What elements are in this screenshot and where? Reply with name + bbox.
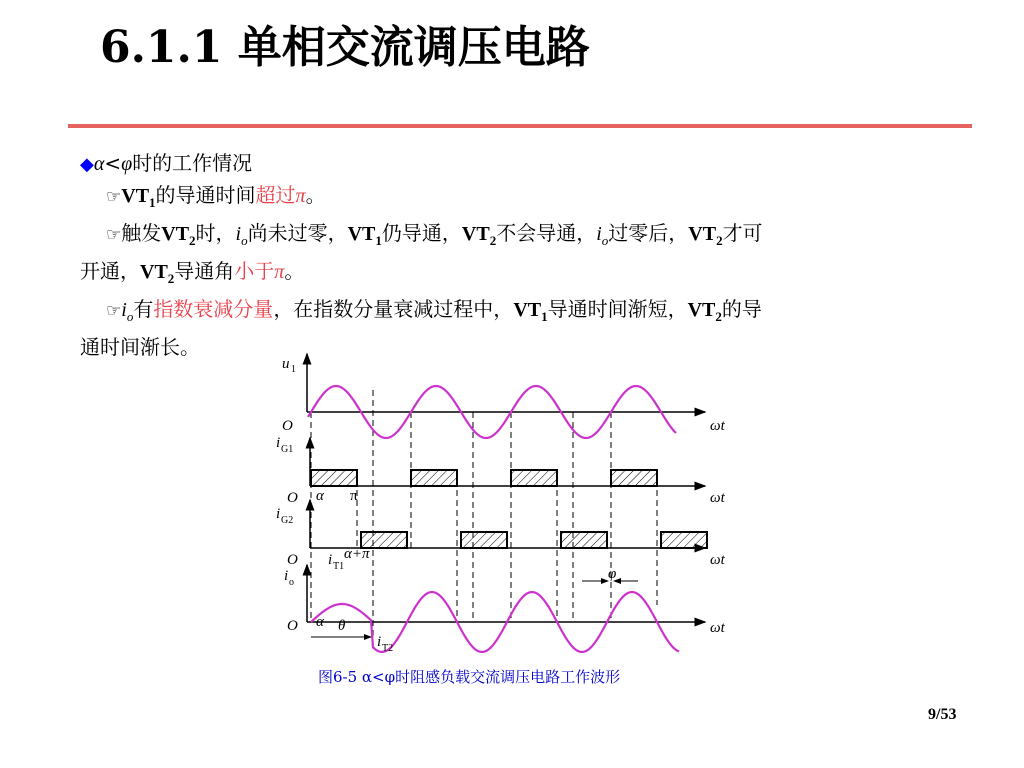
io-sub: o	[289, 577, 294, 588]
wt-label: ωt	[710, 490, 725, 506]
it1-label: i	[328, 552, 333, 568]
waveform-figure	[270, 350, 740, 655]
wt-label: ωt	[710, 418, 725, 434]
gate-pulse	[661, 532, 707, 548]
ig2-pulses	[361, 532, 707, 548]
list-item-continuation: 开通，$VT_2$导通角小于π。	[80, 259, 305, 286]
wt-label: ωt	[710, 552, 725, 568]
page-number: 9/53	[928, 706, 957, 723]
gate-pulse	[311, 470, 357, 486]
gate-pulse	[611, 470, 657, 486]
pointing-hand-icon: ☞	[106, 225, 122, 245]
ig1-pulses	[311, 470, 657, 486]
pointing-hand-icon: ☞	[106, 301, 122, 321]
wt-label: ωt	[710, 620, 725, 636]
gate-pulse	[561, 532, 607, 548]
ig1-sub: G1	[281, 444, 294, 455]
ig1-label: i	[276, 435, 281, 451]
ig2-sub: G2	[281, 515, 294, 526]
pointing-hand-icon: ☞	[106, 187, 122, 207]
pi-label: π	[350, 488, 358, 504]
origin-label: O	[287, 552, 298, 568]
origin-label: O	[287, 618, 298, 634]
list-item-continuation: 通时间渐长。	[80, 335, 200, 359]
dashed-guides	[311, 390, 657, 640]
title-divider	[68, 124, 972, 128]
u1-label: u	[282, 356, 290, 372]
slide-content	[80, 148, 960, 362]
it2-sub: T2	[382, 643, 394, 654]
origin-label: O	[282, 418, 293, 434]
it1-sub: T1	[333, 561, 345, 572]
list-item: $☞VT_1$的导通时间超过π。	[106, 183, 326, 210]
bullet-heading: ◆α<φ时的工作情况	[80, 151, 253, 175]
alpha-plus-pi-label: α+π	[344, 546, 370, 562]
alpha-label: α	[316, 614, 324, 630]
gate-pulse	[511, 470, 557, 486]
io-label: i	[284, 568, 289, 584]
diamond-bullet-icon: ◆	[80, 154, 94, 175]
figure-caption: 图6-5 α<φ时阻感负载交流调压电路工作波形	[318, 668, 621, 686]
ig2-label: i	[276, 506, 281, 522]
page-title: 6.1.1 单相交流调压电路	[100, 22, 590, 73]
alpha-label: α	[316, 488, 324, 504]
u1-sub: 1	[291, 364, 296, 375]
list-item: ☞触发$VT_2$时，$i_o$尚未过零，$VT_1$仍导通，$VT_2$不会导通，$i_o$过零后，$VT_2$才可	[106, 221, 763, 248]
origin-label: O	[287, 490, 298, 506]
it2-label: i	[377, 634, 382, 650]
gate-pulse	[411, 470, 457, 486]
gate-pulse	[461, 532, 507, 548]
phi-label: φ	[608, 566, 617, 582]
list-item: $☞i_o$有指数衰减分量，在指数分量衰减过程中，$VT_1$导通时间渐短，$VT_2$的导	[106, 297, 762, 324]
theta-label: θ	[338, 618, 346, 634]
